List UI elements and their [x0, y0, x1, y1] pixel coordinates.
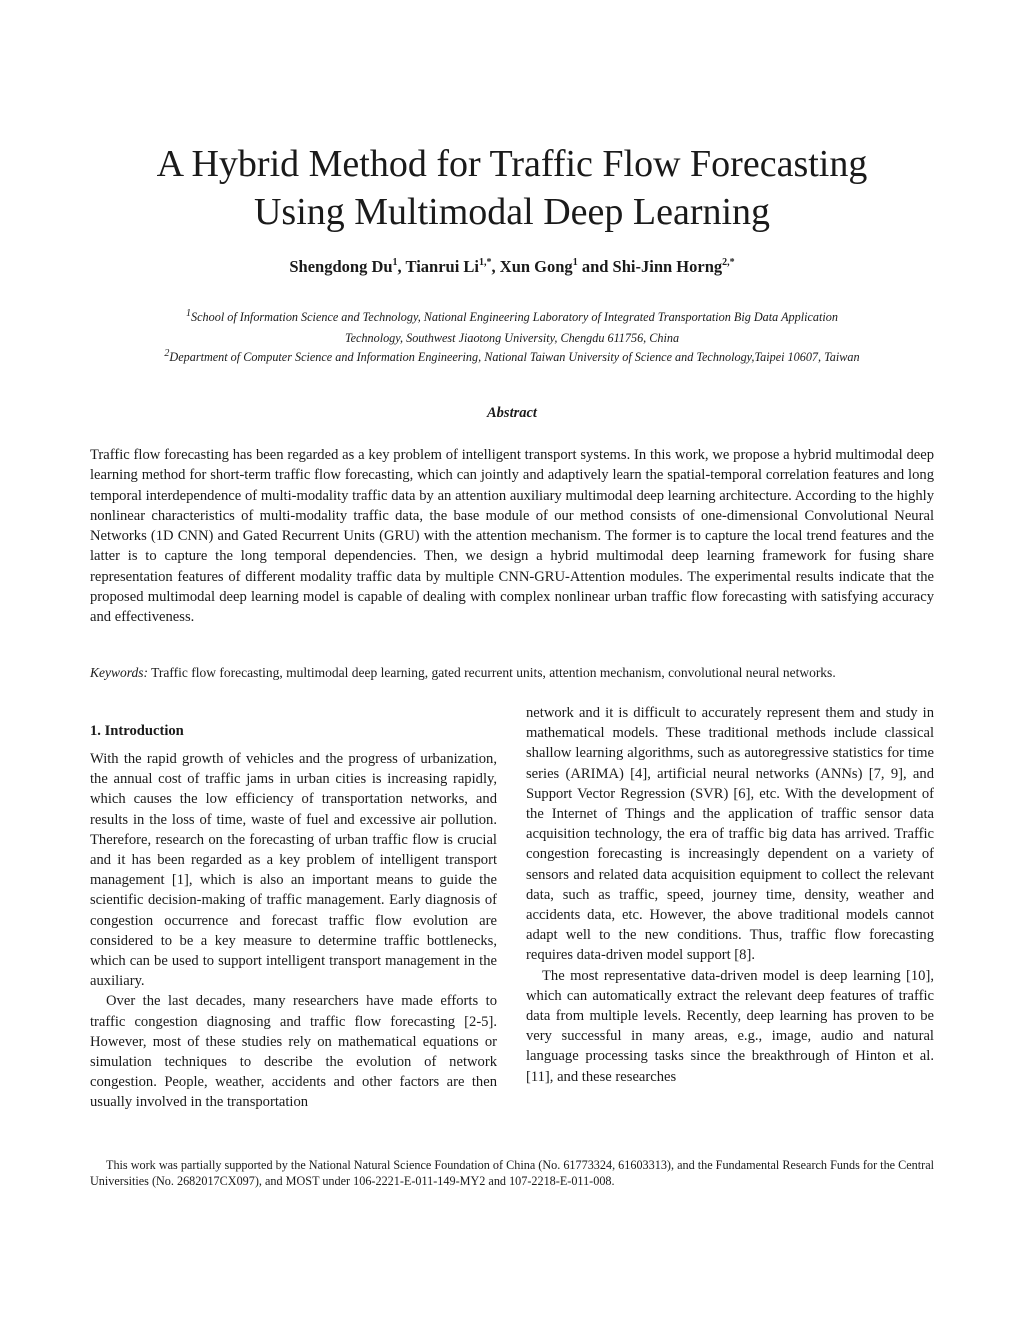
author-affiliation-mark: 1,*: [479, 257, 492, 268]
title-line-1: A Hybrid Method for Traffic Flow Forecasting: [156, 143, 868, 185]
author-name: Shi-Jinn Horng: [612, 257, 723, 276]
affiliation-1-continued: Technology, Southwest Jiaotong University, Chengdu 611756, China: [344, 331, 680, 345]
title-line-2: Using Multimodal Deep Learning: [253, 191, 771, 233]
author-list: [0, 257, 1024, 277]
paragraph: The most representative data-driven model is deep learning [10], which can automatically extract the relevant deep features of traffic data from multiple levels. Recently, deep learning has proven to be very successful in many areas, e.g., image, audio and natural language processing tasks since the breakthrough of Hinton et al. [11], and these researches: [526, 967, 934, 1085]
affiliation-text: School of Information Science and Technology, National Engineering Laboratory of Integrated Transportation Big Data Application: [191, 310, 838, 324]
author-name: Shengdong Du: [289, 257, 393, 276]
abstract-text: Traffic flow forecasting has been regarded as a key problem of intelligent transport systems. In this work, we propose a hybrid multimodal deep learning method for short-term traffic flow forecasting, which can jointly and adaptively learn the spatial-temporal correlation features and long temporal interdependence of multi-modality traffic data by an attention auxiliary multimodal deep learning architecture. According to the highly nonlinear characteristics of multi-modality traffic data, the base module of our method consists of one-dimensional Convolutional Neural Networks (1D CNN) and Gated Recurrent Units (GRU) with the attention mechanism. The former is to capture the local trend features and the latter is to capture the long temporal dependencies. Then, we design a hybrid multimodal deep learning framework for fusing share representation features of different modality traffic data by multiple CNN-GRU-Attention modules. The experimental results indicate that the proposed multimodal deep learning model is capable of dealing with complex nonlinear urban traffic flow forecasting with satisfying accuracy and effectiveness.: [90, 447, 934, 626]
affiliation-1: [0, 310, 1024, 325]
author-affiliation-mark: 2,*: [722, 257, 735, 268]
paragraph: With the rapid growth of vehicles and the progress of urbanization, the annual cost of traffic jams in urban cities is increasing rapidly, which causes the low efficiency of transportation networks, and results in the loss of time, waste of fuel and excessive air pollution. Therefore, research on the forecasting of urban traffic flow is crucial and it has been regarded as a key problem of intelligent transport management [1], which is also an important means to guide the scientific decision-making of traffic management. Early diagnosis of congestion occurrence and forecast traffic flow evolution are considered to be a key measure to determine traffic bottlenecks, which can be used to support intelligent transport management in the auxiliary.: [90, 751, 497, 990]
section-heading-introduction: 1. Introduction: [90, 723, 184, 739]
paragraph: Over the last decades, many researchers have made efforts to traffic congestion diagnosing and traffic flow forecasting [2-5]. However, most of these studies rely on mathematical equations or simulation techniques to describe the evolution of network congestion. People, weather, accidents and other factors are then usually involved in the transportation: [90, 993, 497, 1111]
author-separator: ,: [491, 257, 500, 276]
left-column: [90, 749, 497, 1113]
abstract-heading: Abstract: [487, 405, 537, 421]
keywords-list: Traffic flow forecasting, multimodal deep learning, gated recurrent units, attention mechanism, convolutional neural networks.: [148, 665, 836, 680]
funding-footnote: This work was partially supported by the National Natural Science Foundation of China (No. 61773324, 61603313), and the Fundamental Research Funds for the Central Universities (No. 2682017CX097), and MOST under 106-2221-E-011-149-MY2 and 107-2218-E-011-008.: [90, 1158, 934, 1188]
paper-title: [0, 140, 1024, 236]
affiliation-2: [0, 350, 1024, 365]
affiliation-number: 2: [164, 348, 170, 359]
paragraph: network and it is difficult to accurately represent them and study in mathematical models. These traditional methods include classical shallow learning algorithms, such as autoregressive statistics for time series (ARIMA) [4], artificial neural networks (ANNs) [7, 9], and Support Vector Regression (SVR) [6], etc. With the development of the Internet of Things and the application of traffic sensor data acquisition technology, the era of traffic big data has arrived. Traffic congestion forecasting is increasingly dependent on a variety of sensors and related data acquisition equipment to collect the relevant data, such as traffic, speed, journey time, density, weather and accidents data, etc. However, the above traditional models cannot adapt well to the new conditions. Thus, traffic flow forecasting requires data-driven model support [8].: [526, 705, 934, 964]
author-affiliation-mark: 1: [572, 257, 578, 268]
affiliation-text: Department of Computer Science and Information Engineering, National Taiwan University of Science and Technology,Taipei 10607, Taiwan: [169, 350, 860, 364]
author-separator: and: [577, 257, 613, 276]
affiliation-number: 1: [186, 308, 192, 319]
author-affiliation-mark: 1: [392, 257, 398, 268]
author-separator: ,: [397, 257, 406, 276]
author-name: Tianrui Li: [405, 257, 480, 276]
right-column: [526, 703, 934, 1087]
keywords-label: Keywords:: [90, 665, 148, 680]
author-name: Xun Gong: [499, 257, 573, 276]
keywords: [90, 665, 934, 681]
